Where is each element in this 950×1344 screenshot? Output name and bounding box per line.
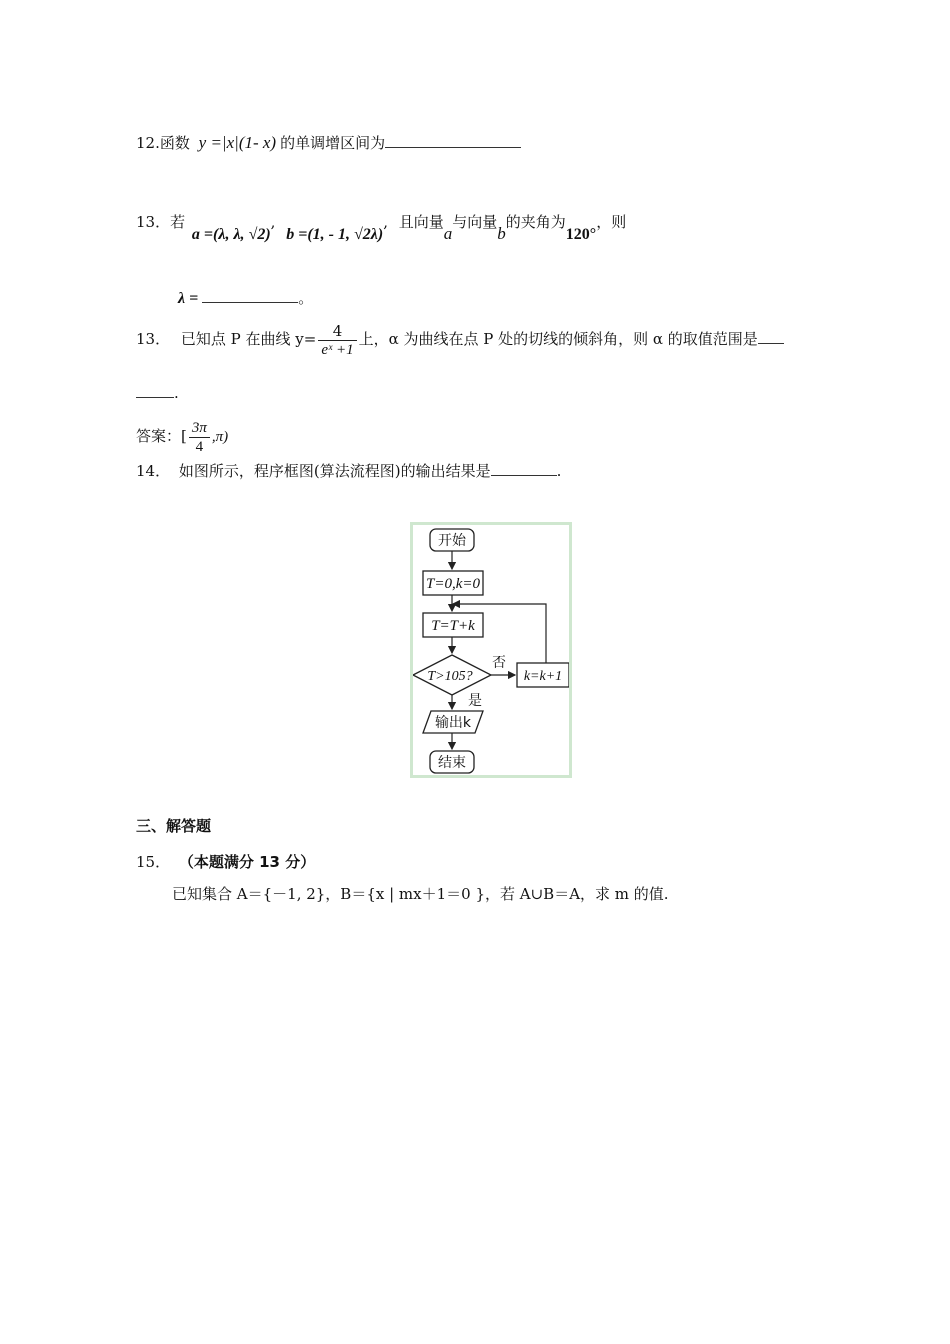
question-15-text: 已知集合 A＝{－1, 2}，B＝{x | mx＋1＝0 }，若 A∪B＝A，求 m 的值. <box>172 885 669 903</box>
score-note: （本题满分 13 分） <box>178 853 316 871</box>
output-label: 输出k <box>434 715 472 731</box>
question-text: 与向量 <box>452 213 498 231</box>
question-text: 的夹角为 <box>505 213 566 231</box>
question-number: 14． <box>136 462 171 480</box>
answer-fraction <box>189 419 210 456</box>
question-text: ，则 <box>596 213 627 231</box>
question-number: 15． <box>136 853 171 871</box>
period: . <box>556 462 562 480</box>
answer-line <box>136 414 228 458</box>
flowchart-figure <box>410 522 572 778</box>
symbol-b: b <box>497 224 506 243</box>
flowchart-svg <box>413 525 569 775</box>
answer-tail: ,π) <box>211 429 229 445</box>
question-15-header <box>136 852 315 872</box>
fraction <box>318 322 356 359</box>
question-number: 13． <box>136 213 171 231</box>
period: 。 <box>298 289 314 307</box>
init-label: T=0,k=0 <box>426 576 480 592</box>
fraction-numerator: 3π <box>189 419 210 438</box>
question-text: 已知点 P 在曲线 y= <box>180 330 317 348</box>
question-number: 12. <box>136 134 160 152</box>
answer-blank <box>758 343 784 344</box>
question-14 <box>136 461 561 481</box>
symbol-a: a <box>443 224 453 243</box>
answer-blank <box>491 475 557 476</box>
period: . <box>174 384 179 402</box>
answer-blank <box>136 397 174 398</box>
fraction-numerator: 4 <box>318 322 356 341</box>
question-text: 上，α 为曲线在点 P 处的切线的倾斜角，则 α 的取值范围是 <box>358 330 758 348</box>
question-number: 13． <box>136 330 171 348</box>
end-label: 结束 <box>438 755 466 771</box>
question-text: 的单调增区间为 <box>280 134 386 152</box>
question-text: 若 <box>170 213 186 231</box>
lambda-label: λ = <box>178 290 199 307</box>
condition-label: T>105? <box>427 669 473 684</box>
no-label: 否 <box>492 655 506 671</box>
question-text: 且向量 <box>398 213 444 231</box>
question-text: 如图所示，程序框图(算法流程图)的输出结果是 <box>178 462 491 480</box>
vector-b: b =(1, - 1, √2λ) <box>286 226 384 243</box>
question-13-answer-line <box>178 288 313 309</box>
question-12 <box>136 133 521 153</box>
fraction-denominator: eˣ +1 <box>321 341 354 358</box>
question-13-blank-continued <box>136 383 179 403</box>
question-13-curve <box>136 316 784 362</box>
section-title: 三、解答题 <box>136 817 212 835</box>
update-label: T=T+k <box>431 618 475 634</box>
increment-label: k=k+1 <box>523 669 563 684</box>
answer-blank <box>385 147 521 148</box>
start-label: 开始 <box>438 533 466 549</box>
fraction-denominator: 4 <box>195 438 204 455</box>
question-13-vectors: 13．若 a =(λ, λ, √2), b =(1, - 1, √2λ), 且向量a与向量b的夹角为120°，则 <box>136 213 627 243</box>
vector-a: a =(λ, λ, √2) <box>191 226 271 243</box>
answer-blank <box>202 302 298 303</box>
question-text: 函数 <box>159 134 190 152</box>
answer-label: 答案：[ <box>136 427 187 445</box>
angle-value: 120° <box>565 226 597 243</box>
formula: y =|x|(1- x) <box>198 133 277 152</box>
yes-label: 是 <box>468 693 482 709</box>
